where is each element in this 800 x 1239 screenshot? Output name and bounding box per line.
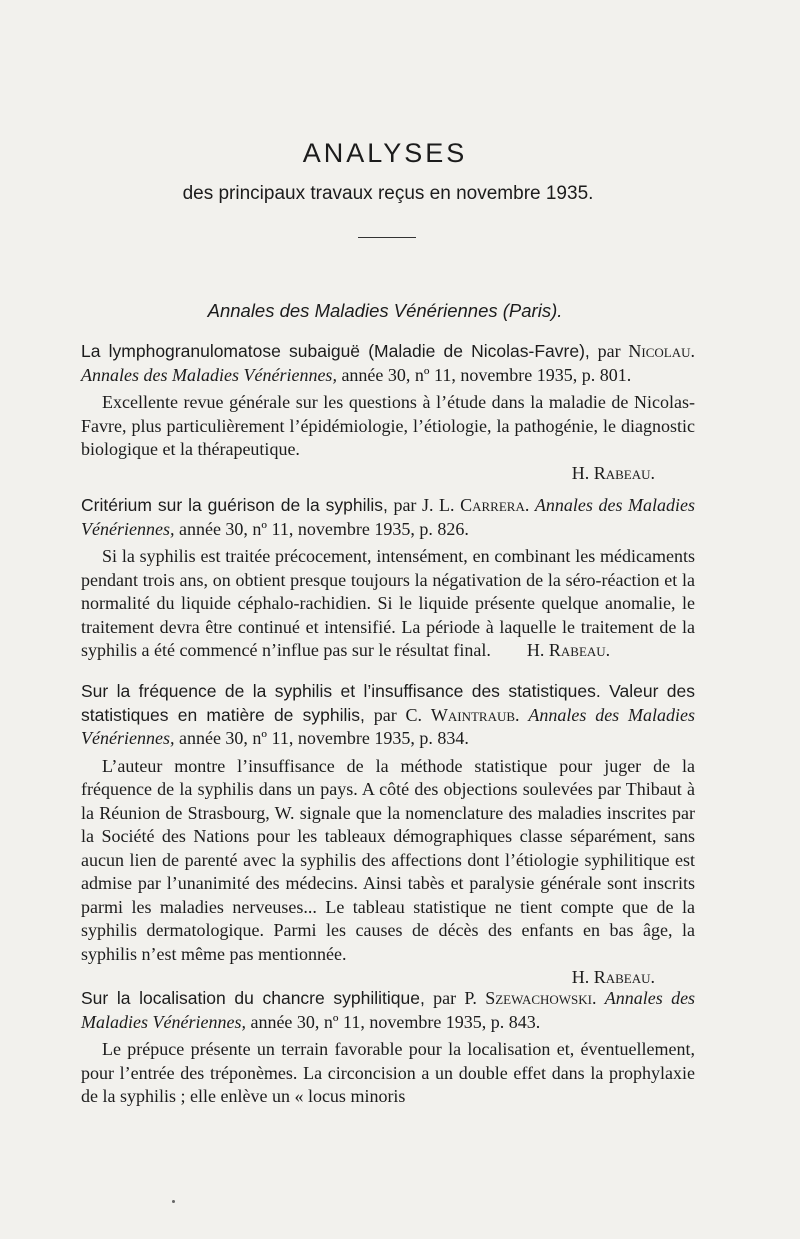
article-by: par [597,341,621,361]
article-author: Szewachowski. [485,988,597,1008]
article-citation [81,680,695,751]
article-3 [81,680,695,990]
article-reference: année 30, nº 11, novembre 1935, p. 834. [178,728,469,748]
article-4 [81,987,695,1109]
article-body: Excellente revue générale sur les questions à l’étude dans la maladie de Nicolas-Favre, plus particulièrement l’épidémiologie, l’étiologie, la pathogénie, le diagnostic biologique et la thérapeutique. [81,392,695,459]
article-signature: H. Rabeau. [526,640,611,660]
article-signature: H. Rabeau. [571,462,655,483]
article-journal: Annales des Maladies Vénériennes, [81,704,696,748]
article-2 [81,494,695,663]
article-citation [81,987,695,1034]
article-body: Le prépuce présente un terrain favorable pour la localisation et, éventuellement, pour l’entrée des tréponèmes. La circoncision a un double effet dans la prophylaxie de la syphilis ; elle enlève un « locus minoris [81,1039,695,1106]
page-mark [172,1200,175,1203]
article-reference: année 30, nº 11, novembre 1935, p. 843. [250,1011,541,1032]
article-journal: Annales des Maladies Vénériennes, [81,495,696,539]
page-subtitle: des principaux travaux reçus en novembre 1935. [182,183,594,204]
article-body [81,545,695,663]
article-by: par P. [433,988,477,1008]
article-reference: année 30, nº 11, novembre 1935, p. 801. [341,364,632,385]
article-title: La lymphogranulomatose subaiguë (Maladie de Nicolas-Favre), [81,341,590,361]
article-title: Sur la fréquence de la syphilis et l’insuffisance des statistiques. Valeur des statistiques en matière de syphilis, [81,681,695,725]
title-divider [358,237,416,238]
article-body: L’auteur montre l’insuffisance de la méthode statistique pour juger de la fréquence de la syphilis dans un pays. A côté des objections soulevées par Thibaut à la Réunion de Strasbourg, W. signale que la nomenclature des maladies inscrites par la Société des Nations pour les tableaux démographiques classe séparément, sans aucun lien de parenté avec la syphilis des affections dont l’étiologie syphilitique est admise par l’unanimité des médecins. Ainsi tabès et paralysie générale sont inscrits parmi les maladies nerveuses... Le tableau statistique ne tient compte que de la syphilis dermatologique. Parmi les causes de décès des enfants en bas âge, la syphilis n’est même pas mentionnée. [81,755,695,964]
article-by: par C. [373,704,423,725]
article-title: Critérium sur la guérison de la syphilis, [81,495,388,515]
article-body-text: Si la syphilis est traitée précocement, intensément, en combinant les médicaments pendant trois ans, on obtient presque toujours la négativation de la séro-réaction et la normalité du liquide céphalo-rachidien. Si le liquide présente quelque anomalie, le traitement devra être continué et intensifié. La période à laquelle le traitement de la syphilis a été commencé n’influe pas sur le résultat final. [81,546,695,660]
page-title: ANALYSES [302,138,468,168]
article-citation [81,494,695,541]
article-1 [81,340,695,485]
article-reference: année 30, nº 11, novembre 1935, p. 826. [178,518,469,539]
article-by: par J. L. [393,495,455,515]
article-citation [81,340,695,387]
article-journal: Annales des Maladies Vénériennes, [81,364,337,385]
article-journal: Annales des Maladies Vénériennes, [81,988,696,1032]
article-signature: H. Rabeau. [571,967,655,987]
article-title: Sur la localisation du chancre syphilitique, [81,988,425,1008]
article-author: Waintraub. [430,704,520,725]
article-author: Carrera. [460,495,530,515]
journal-heading: Annales des Maladies Vénériennes (Paris). [207,300,563,321]
article-author: Nicolau. [628,341,696,361]
